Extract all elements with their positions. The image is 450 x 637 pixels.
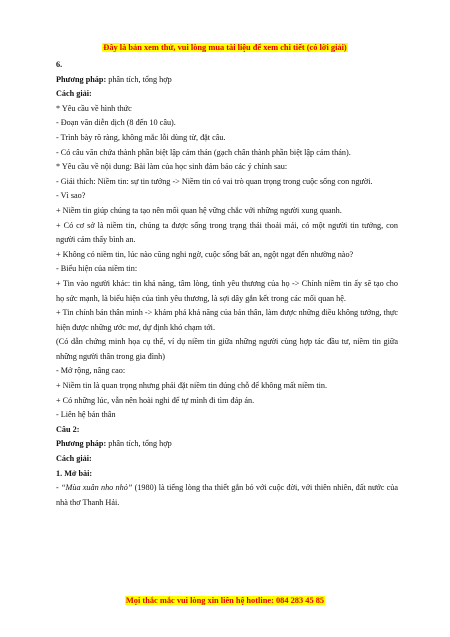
- answer-line: + Có cơ sở là niềm tin, chúng ta được sống trong trạng thái thoải mái, có một người tin tưởng, con người cảm thấy bình an.: [56, 220, 398, 245]
- document-body: [56, 58, 398, 510]
- answer-line: + Không có niềm tin, lúc nào cũng nghi ngờ, cuộc sống bất an, ngột ngạt đến nhường nào?: [56, 249, 354, 259]
- answer-line: - Đoạn văn diễn dịch (8 đến 10 câu).: [56, 118, 176, 128]
- solution-label: Cách giải:: [56, 454, 92, 464]
- answer-line: - Có câu văn chứa thành phần biệt lập cảm thán (gạch chân thành phần biệt lập cảm thán).: [56, 147, 351, 157]
- intro-dash: -: [56, 483, 61, 493]
- answer-line: + Niềm tin là quan trọng nhưng phải đặt niềm tin đúng chỗ để không mất niềm tin.: [56, 381, 328, 391]
- answer-line: * Yêu cầu về nội dung: Bài làm của học sinh đảm bảo các ý chính sau:: [56, 162, 288, 172]
- poem-title: “Mùa xuân nho nhỏ”: [60, 483, 133, 493]
- method-line: [56, 73, 398, 88]
- answer-line: - Vì sao?: [56, 191, 86, 201]
- intro-text: (1980) là tiếng lòng tha thiết gắn bó với cuộc đời, với thiên nhiên, đất nước của nhà thơ Thanh Hải.: [56, 483, 399, 507]
- method-value: phân tích, tổng hợp: [106, 74, 172, 84]
- preview-notice-text: Đây là bản xem thử, vui lòng mua tài liệu để xem chi tiết (có lời giải): [103, 43, 347, 52]
- answer-line: * Yêu cầu về hình thức: [56, 103, 132, 113]
- answer-line: + Tin chính bản thân mình -> khám phá khả năng của bản thân, làm được những điều không tưởng, thực hiện được những ước mơ, dự định khó chạm tới.: [56, 308, 398, 332]
- question-title: Câu 2:: [56, 424, 80, 434]
- hotline-banner: [0, 596, 450, 606]
- answer-line: - Liên hệ bản thân: [56, 410, 116, 420]
- hotline-text: Mọi thắc mắc vui lòng xin liên hệ hotline: 084 283 45 85: [125, 596, 325, 605]
- answer-line: + Tin vào người khác: tin khả năng, tâm lòng, tình yêu thương của họ -> Chính niềm tin ấy sẽ tạo cho họ sức mạnh, là biểu hiện của tình yêu thương, là sợi dây gắn kết trong các mối quan hệ.: [56, 278, 398, 303]
- preview-notice-banner: [0, 43, 450, 53]
- answer-line: + Niềm tin giúp chúng ta tạo nên mối quan hệ vững chắc với những người xung quanh.: [56, 205, 342, 215]
- intro-paragraph: [56, 481, 398, 510]
- method-value: phân tích, tổng hợp: [106, 439, 172, 449]
- method-label: Phương pháp:: [56, 74, 107, 84]
- answer-line: - Mở rộng, nâng cao:: [56, 366, 126, 376]
- answer-line: - Giải thích: Niềm tin: sự tin tưởng -> Niềm tin có vai trò quan trọng trong cuộc sống con người.: [56, 176, 373, 186]
- answer-line: (Có dẫn chứng minh họa cụ thể, ví dụ niềm tin giữa những người cùng hợp tác đầu tư, niềm tin giữa những người thân trong gia đình): [56, 337, 398, 361]
- question-number: 6.: [56, 60, 63, 69]
- solution-label: Cách giải:: [56, 89, 92, 99]
- method-label: Phương pháp:: [56, 439, 107, 449]
- answer-line: - Trình bày rõ ràng, không mắc lỗi dùng từ, đặt câu.: [56, 132, 226, 142]
- answer-line: + Có những lúc, vẫn nên hoài nghi để tự mình đi tìm đáp án.: [56, 395, 255, 405]
- section-title: 1. Mở bài:: [56, 468, 93, 478]
- answer-line: - Biểu hiện của niềm tin:: [56, 264, 138, 274]
- method-line: [56, 437, 398, 452]
